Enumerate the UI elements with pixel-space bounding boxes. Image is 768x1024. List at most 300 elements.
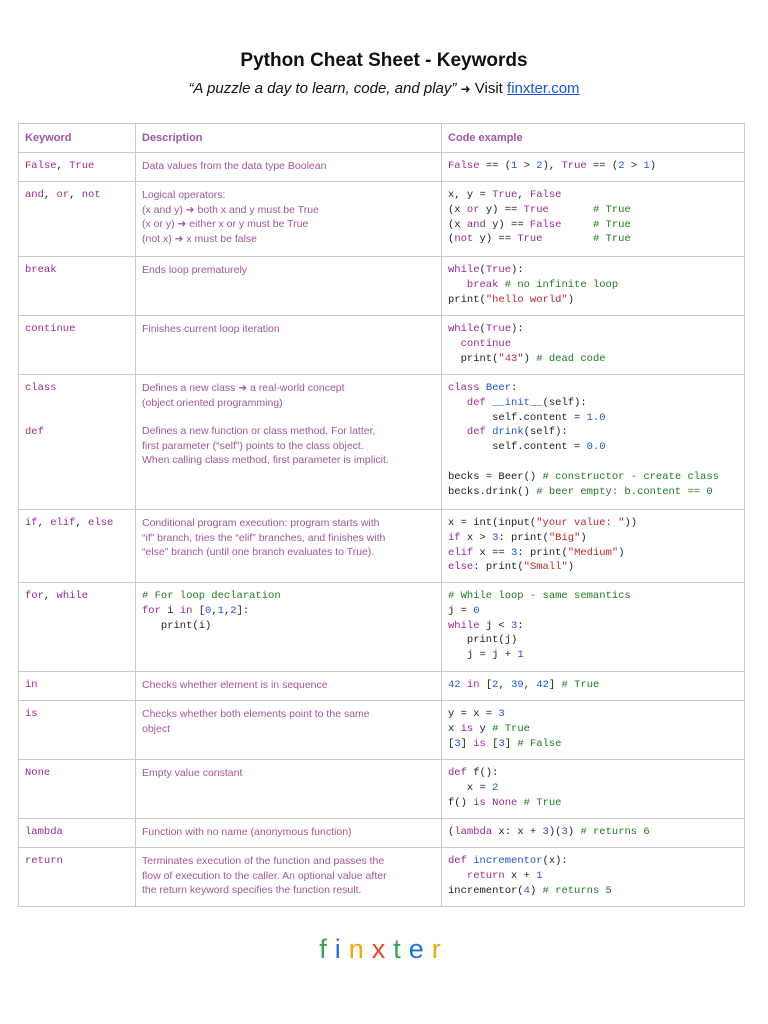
- table-row: [19, 672, 745, 701]
- description-line: (not x) ➜ x must be false: [142, 232, 258, 245]
- code-token: x: x +: [492, 826, 543, 838]
- code-token: class: [448, 382, 480, 394]
- finxter-logo: [0, 934, 768, 965]
- code-token: while: [448, 323, 480, 335]
- code-token: [: [479, 679, 493, 691]
- page-subtitle: [0, 80, 768, 97]
- description-text: [142, 516, 435, 560]
- keyword-cell: [19, 672, 136, 701]
- description-text: [142, 263, 435, 278]
- code-token: == (: [479, 160, 512, 172]
- code-token: [: [192, 604, 206, 617]
- code-token: 3: [511, 619, 518, 632]
- keyword-separator: ,: [69, 189, 82, 201]
- code-token: x >: [460, 531, 493, 544]
- code-token: (x: [448, 218, 467, 231]
- keyword-token: True: [69, 160, 95, 172]
- code-token: for: [142, 604, 161, 617]
- code-token: (: [448, 233, 455, 246]
- keyword-cell: [19, 510, 136, 583]
- code-token: : print(: [473, 561, 524, 574]
- code-token: [448, 397, 467, 409]
- code-token: True: [492, 189, 518, 201]
- code-token: :: [511, 382, 518, 394]
- keyword-cell: [19, 153, 136, 182]
- description-line: Terminates execution of the function and passes the: [142, 855, 385, 867]
- code-token: 3: [454, 737, 461, 750]
- description-line: Logical operators:: [142, 189, 226, 201]
- keyword-token: while: [56, 590, 89, 602]
- code-token: 2: [492, 781, 499, 794]
- code-token: ):: [511, 264, 524, 276]
- logo-letter: e: [408, 934, 432, 964]
- code-token: x +: [504, 869, 537, 882]
- code-token: in: [179, 604, 193, 617]
- code-token: 2: [230, 604, 237, 617]
- code-token: # True: [592, 233, 631, 246]
- code-token: self.content =: [448, 411, 587, 424]
- table-row: [19, 182, 745, 257]
- code-token: 1: [217, 604, 224, 617]
- code-token: Beer: [485, 382, 512, 394]
- description-text: [142, 854, 435, 898]
- description-cell: [136, 316, 442, 375]
- code-example: [448, 825, 738, 840]
- code-example-cell: [442, 316, 745, 375]
- code-token: ),: [542, 160, 562, 172]
- code-example: [448, 678, 738, 693]
- code-token: or: [466, 203, 480, 216]
- description-line: flow of execution to the caller. An optional value after: [142, 869, 387, 882]
- description-text: [142, 766, 435, 781]
- code-token: # True: [523, 796, 562, 809]
- code-token: is: [473, 796, 486, 809]
- keyword-token: class: [25, 382, 57, 394]
- code-token: y) ==: [473, 233, 518, 246]
- code-token: :: [517, 619, 524, 632]
- code-token: == (: [586, 160, 619, 172]
- logo-letter: f: [319, 934, 335, 964]
- table-row: [19, 153, 745, 182]
- code-token: # True: [561, 679, 600, 691]
- code-example: [448, 707, 738, 751]
- code-token: # returns 6: [580, 826, 650, 838]
- keyword-name: [25, 825, 129, 840]
- code-token: False: [529, 218, 562, 231]
- code-token: ,: [223, 604, 231, 617]
- code-token: # no infinite loop: [504, 278, 619, 291]
- column-header-description: Description: [136, 124, 442, 153]
- keyword-cell: [19, 316, 136, 375]
- description-cell: [136, 583, 442, 672]
- code-token: # False: [517, 737, 562, 750]
- keyword-cell: [19, 182, 136, 257]
- code-token: ,: [517, 189, 530, 201]
- table-row: [19, 701, 745, 760]
- description-cell: [136, 701, 442, 760]
- description-cell: [136, 182, 442, 257]
- description-text: [142, 322, 435, 337]
- code-token: 1: [536, 869, 543, 882]
- code-token: ): [567, 293, 575, 306]
- code-token: >: [624, 160, 644, 172]
- code-token: True: [485, 323, 512, 335]
- code-token: 1: [643, 160, 650, 172]
- code-token: x ==: [473, 546, 512, 559]
- code-token: "your value: ": [536, 517, 625, 529]
- code-token: lambda: [454, 826, 493, 838]
- code-example-cell: [442, 819, 745, 848]
- keyword-name: [25, 678, 129, 693]
- keyword-cell: [19, 583, 136, 672]
- table-body: [19, 153, 745, 907]
- keyword-cell: [19, 819, 136, 848]
- code-token: 3: [511, 546, 518, 559]
- code-token: [543, 233, 593, 245]
- code-token: 3: [492, 531, 499, 544]
- description-line: (x and y) ➜ both x and y must be True: [142, 203, 319, 216]
- keyword-token: continue: [25, 323, 76, 335]
- logo-letter: r: [431, 934, 449, 964]
- code-example: [448, 766, 738, 810]
- description-line: Checks whether element is in sequence: [142, 679, 328, 691]
- table-row: [19, 257, 745, 316]
- table-header-row: [19, 124, 745, 153]
- code-token: while: [448, 264, 480, 276]
- column-header-code-example: Code example: [442, 124, 745, 153]
- code-token: 0.0: [586, 441, 606, 454]
- code-token: ,: [211, 604, 218, 617]
- keyword-token: in: [25, 679, 38, 691]
- keyword-name: [25, 381, 129, 396]
- description-line: When calling class method, first parameter is implicit.: [142, 454, 389, 467]
- code-token: ): [523, 352, 537, 365]
- code-token: __init__: [492, 396, 543, 409]
- code-token: 3: [498, 708, 505, 720]
- code-token: 2: [618, 160, 625, 172]
- code-token: 1: [517, 649, 524, 662]
- description-text: [142, 707, 435, 736]
- keyword-token: or: [56, 189, 70, 201]
- code-token: incrementor(: [448, 884, 524, 897]
- code-example: [448, 322, 738, 366]
- keyword-name: [25, 589, 129, 604]
- logo-letter: x: [371, 934, 394, 964]
- description-line: Ends loop prematurely: [142, 264, 248, 276]
- keyword-name: [25, 707, 129, 722]
- code-token: [561, 219, 593, 231]
- code-token: 0: [473, 604, 480, 617]
- keyword-separator: ,: [37, 517, 51, 529]
- code-token: and: [466, 218, 486, 231]
- code-token: # While loop - same semantics: [448, 590, 631, 602]
- keyword-separator: ,: [56, 160, 70, 172]
- keyword-token: False: [25, 160, 57, 172]
- code-token: [: [485, 737, 499, 750]
- code-example: [448, 589, 738, 663]
- code-token: ):: [511, 323, 524, 335]
- table-row: [19, 760, 745, 819]
- keyword-cell: [19, 848, 136, 907]
- keyword-name: [25, 766, 129, 781]
- description-text: [142, 381, 435, 410]
- code-token: 42: [448, 679, 461, 691]
- code-token: is: [473, 737, 486, 750]
- code-token: becks = Beer(): [448, 470, 543, 483]
- code-token: [448, 338, 461, 350]
- keyword-token: if: [25, 517, 38, 529]
- code-token: 2: [492, 679, 499, 691]
- keyword-cell: [19, 257, 136, 316]
- keyword-token: return: [25, 855, 63, 867]
- table-row: [19, 848, 745, 907]
- code-token: 3: [498, 737, 505, 750]
- code-token: True: [517, 233, 543, 246]
- code-token: 39: [511, 679, 524, 691]
- code-token: "hello world": [485, 293, 568, 306]
- description-text: [142, 159, 435, 174]
- code-token: 4: [523, 884, 530, 897]
- arrow-right-icon: ➜: [460, 82, 471, 96]
- description-line: Checks whether both elements point to the same: [142, 708, 370, 720]
- table-row: [19, 819, 745, 848]
- description-code: [142, 589, 435, 633]
- code-example: [448, 188, 738, 247]
- code-example: [448, 263, 738, 307]
- description-cell: [136, 760, 442, 819]
- code-token: None: [492, 796, 518, 809]
- description-line: Function with no name (anonymous function): [142, 826, 352, 838]
- keyword-name: [25, 425, 129, 440]
- code-token: print(i): [142, 619, 212, 632]
- keyword-token: break: [25, 264, 57, 276]
- row-spacer: [142, 410, 435, 424]
- code-token: (x: [448, 203, 467, 216]
- description-cell: [136, 375, 442, 510]
- keyword-token: not: [81, 189, 101, 201]
- keyword-token: lambda: [25, 826, 63, 838]
- code-token: "43": [498, 352, 524, 365]
- code-token: y) ==: [479, 203, 524, 216]
- code-token: (self):: [542, 396, 587, 409]
- code-token: [448, 426, 467, 438]
- description-line: Defines a new function or class method. For latter,: [142, 425, 376, 438]
- keyword-cell: [19, 701, 136, 760]
- code-token: i: [160, 604, 180, 617]
- code-token: 2: [536, 160, 543, 172]
- code-token: # True: [592, 203, 631, 216]
- code-token: y = x =: [448, 708, 499, 720]
- code-token: continue: [460, 337, 512, 350]
- code-token: j <: [479, 619, 512, 632]
- code-token: 42: [536, 679, 549, 691]
- keyword-separator: ,: [43, 590, 57, 602]
- code-token: print(j): [448, 634, 518, 647]
- keyword-name: [25, 854, 129, 869]
- logo-letter: t: [393, 934, 409, 964]
- code-token: y) ==: [485, 218, 530, 231]
- finxter-link[interactable]: finxter.com: [507, 80, 580, 97]
- keyword-token: else: [88, 517, 114, 529]
- description-line: “else” branch (until one branch evaluates to True).: [142, 546, 375, 559]
- code-token: # dead code: [536, 352, 606, 365]
- code-example-cell: [442, 760, 745, 819]
- code-token: def: [466, 426, 486, 439]
- visit-label: Visit: [474, 80, 503, 97]
- code-token: False: [529, 189, 562, 201]
- code-token: ): [567, 826, 581, 838]
- code-token: [448, 279, 467, 291]
- keyword-token: for: [25, 590, 44, 602]
- description-line: Finishes current loop iteration: [142, 323, 280, 335]
- description-text: [142, 424, 435, 468]
- code-token: >: [517, 160, 537, 172]
- code-token: j = j +: [448, 649, 518, 662]
- code-token: # returns 5: [542, 884, 612, 897]
- code-example-cell: [442, 182, 745, 257]
- description-line: Defines a new class ➜ a real-world concept: [142, 382, 345, 394]
- logo-letter: i: [334, 934, 349, 964]
- code-token: else: [448, 561, 474, 574]
- code-token: (x):: [542, 855, 568, 867]
- code-example-cell: [442, 257, 745, 316]
- column-header-keyword: Keyword: [19, 124, 136, 153]
- description-cell: [136, 819, 442, 848]
- code-token: ]: [548, 679, 562, 691]
- description-line: object: [142, 722, 171, 735]
- description-line: Empty value constant: [142, 767, 243, 779]
- keyword-name: [25, 188, 129, 203]
- code-token: : print(: [498, 531, 549, 544]
- code-token: x: [448, 722, 461, 735]
- code-token: f(): [448, 796, 474, 809]
- code-token: True: [523, 203, 549, 216]
- code-token: # True: [592, 218, 631, 231]
- logo-letter: n: [348, 934, 372, 964]
- code-example-cell: [442, 701, 745, 760]
- code-example-cell: [442, 153, 745, 182]
- description-text: [142, 188, 435, 246]
- code-token: x = int(input(: [448, 517, 537, 529]
- keyword-token: is: [25, 708, 38, 720]
- description-text: [142, 825, 435, 840]
- code-token: )): [624, 517, 638, 529]
- code-token: True: [561, 160, 587, 172]
- code-token: becks.drink(): [448, 485, 537, 498]
- code-example-cell: [442, 672, 745, 701]
- code-token: "Small": [523, 561, 568, 574]
- description-cell: [136, 848, 442, 907]
- tagline-quote: “A puzzle a day to learn, code, and play”: [188, 80, 457, 97]
- code-token: def: [448, 767, 467, 779]
- code-token: [448, 870, 467, 882]
- code-token: "Medium": [567, 546, 619, 559]
- keyword-name: [25, 263, 129, 278]
- code-example: [448, 854, 738, 898]
- description-line: (x or y) ➜ either x or y must be True: [142, 218, 309, 231]
- code-token: ]:: [236, 604, 250, 617]
- code-token: return: [466, 869, 505, 882]
- row-spacer: [25, 396, 129, 425]
- description-line: “if” branch, tries the “elif” branches, and finishes with: [142, 531, 386, 544]
- code-token: ): [649, 160, 657, 172]
- code-example: [448, 516, 738, 575]
- code-token: incrementor: [473, 855, 543, 867]
- code-token: 0: [205, 604, 212, 617]
- code-token: is: [460, 722, 474, 735]
- keyword-name: [25, 159, 129, 174]
- keyword-cell: [19, 760, 136, 819]
- code-example: [448, 159, 738, 174]
- description-cell: [136, 153, 442, 182]
- description-text: [142, 678, 435, 693]
- code-token: in: [466, 679, 480, 691]
- table-row: [19, 583, 745, 672]
- code-token: "Big": [548, 531, 581, 544]
- code-token: y: [473, 722, 493, 735]
- keywords-table: [18, 123, 745, 907]
- keyword-token: and: [25, 189, 44, 201]
- code-token: break: [466, 278, 499, 291]
- code-token: (self):: [523, 426, 568, 439]
- code-token: elif: [448, 546, 474, 559]
- code-token: ,: [523, 679, 537, 691]
- code-token: [549, 204, 593, 216]
- code-token: (: [448, 826, 455, 838]
- keyword-separator: ,: [75, 517, 89, 529]
- description-line: the return keyword specifies the function result.: [142, 884, 362, 897]
- code-token: def: [466, 396, 486, 409]
- description-cell: [136, 672, 442, 701]
- code-token: )(: [548, 826, 562, 838]
- keyword-token: None: [25, 767, 51, 779]
- code-token: ): [580, 531, 587, 544]
- code-example-cell: [442, 848, 745, 907]
- code-token: ): [529, 884, 543, 897]
- code-example-cell: [442, 583, 745, 672]
- code-token: x =: [448, 781, 493, 794]
- code-token: 3: [542, 826, 549, 838]
- code-token: # beer empty: b.content == 0: [536, 485, 713, 498]
- code-token: True: [485, 264, 512, 276]
- code-token: ): [567, 561, 575, 574]
- code-token: ,: [498, 679, 512, 691]
- code-token: (: [479, 323, 486, 335]
- code-token: # For loop declaration: [142, 590, 281, 602]
- code-token: ]: [504, 737, 518, 750]
- code-token: not: [454, 233, 474, 246]
- code-token: self.content =: [448, 441, 587, 454]
- code-token: 3: [561, 826, 568, 838]
- code-token: # constructor - create class: [542, 470, 719, 483]
- code-example: [448, 381, 738, 499]
- code-token: (: [479, 264, 486, 276]
- table-row: [19, 375, 745, 510]
- code-token: : print(: [517, 546, 568, 559]
- keyword-separator: ,: [43, 189, 57, 201]
- code-token: [: [448, 737, 455, 750]
- code-token: while: [448, 619, 480, 632]
- description-line: (object oriented programming): [142, 396, 283, 409]
- table-row: [19, 316, 745, 375]
- table-row: [19, 510, 745, 583]
- code-token: def: [448, 855, 467, 867]
- code-token: x, y =: [448, 189, 493, 201]
- keyword-token: def: [25, 425, 44, 438]
- description-line: Data values from the data type Boolean: [142, 160, 327, 172]
- code-token: ]: [460, 737, 474, 750]
- code-token: f():: [466, 767, 499, 779]
